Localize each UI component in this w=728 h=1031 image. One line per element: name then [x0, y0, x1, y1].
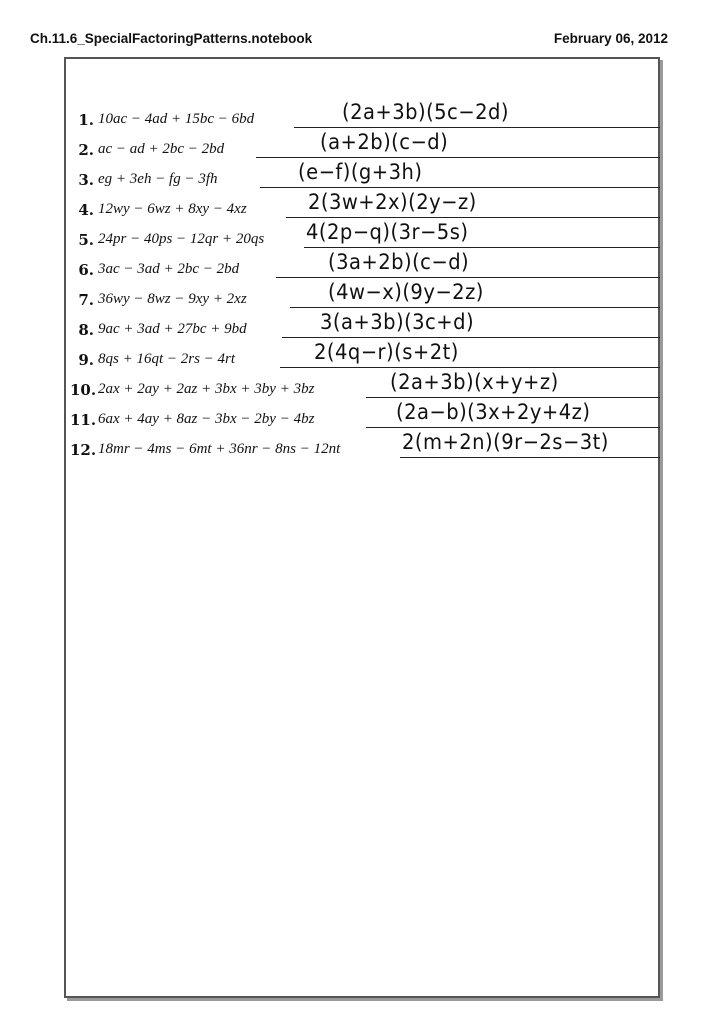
problem-expression: 9ac + 3ad + 27bc + 9bd — [98, 321, 247, 337]
answer-line — [286, 217, 660, 218]
handwritten-answer: (2a+3b)(x+y+z) — [390, 370, 559, 394]
problem-number: 4. — [78, 201, 94, 219]
answer-line — [366, 397, 660, 398]
problem-number: 6. — [78, 261, 94, 279]
problem-expression: eg + 3eh − fg − 3fh — [98, 171, 218, 187]
problem-row — [70, 280, 660, 310]
problem-expression: 36wy − 8wz − 9xy + 2xz — [98, 291, 247, 307]
answer-line — [290, 307, 660, 308]
worksheet-content — [66, 59, 662, 1000]
problem-row — [70, 100, 660, 130]
problem-expression: 2ax + 2ay + 2az + 3bx + 3by + 3bz — [98, 381, 315, 397]
problem-row — [70, 190, 660, 220]
answer-line — [260, 187, 660, 188]
handwritten-answer: 3(a+3b)(3c+d) — [320, 310, 475, 334]
scanned-worksheet — [64, 57, 660, 998]
answer-line — [400, 457, 660, 458]
problem-number: 3. — [78, 171, 94, 189]
problem-row — [70, 220, 660, 250]
problem-row — [70, 400, 660, 430]
problem-number: 2. — [78, 141, 94, 159]
problem-expression: 18mr − 4ms − 6mt + 36nr − 8ns − 12nt — [98, 441, 341, 457]
problem-number: 10. — [70, 381, 97, 399]
problem-row — [70, 160, 660, 190]
problem-row — [70, 310, 660, 340]
handwritten-answer: (4w−x)(9y−2z) — [328, 280, 484, 304]
problem-number: 8. — [78, 321, 94, 339]
problem-expression: 24pr − 40ps − 12qr + 20qs — [98, 231, 265, 247]
problem-expression: 3ac − 3ad + 2bc − 2bd — [98, 261, 240, 277]
answer-line — [282, 337, 660, 338]
handwritten-answer: (2a+3b)(5c−2d) — [342, 100, 509, 124]
problem-number: 1. — [78, 111, 94, 129]
notebook-filename: Ch.11.6_SpecialFactoringPatterns.notebook — [30, 31, 313, 46]
handwritten-answer: 4(2p−q)(3r−5s) — [306, 220, 469, 244]
problem-number: 5. — [78, 231, 94, 249]
problem-expression: 6ax + 4ay + 8az − 3bx − 2by − 4bz — [98, 411, 315, 427]
handwritten-answer: (3a+2b)(c−d) — [328, 250, 470, 274]
handwritten-answer: (a+2b)(c−d) — [320, 130, 449, 154]
problem-row — [70, 250, 660, 280]
answer-line — [256, 157, 660, 158]
answer-line — [366, 427, 660, 428]
answer-line — [280, 367, 660, 368]
handwritten-answer: (e−f)(g+3h) — [298, 160, 423, 184]
problem-expression: 10ac − 4ad + 15bc − 6bd — [98, 111, 255, 127]
handwritten-answer: 2(m+2n)(9r−2s−3t) — [402, 430, 609, 454]
problem-row — [70, 430, 660, 460]
problem-row — [70, 370, 660, 400]
handwritten-answer: (2a−b)(3x+2y+4z) — [396, 400, 591, 424]
problem-number: 11. — [70, 411, 97, 429]
problem-number: 7. — [78, 291, 94, 309]
answer-line — [304, 247, 660, 248]
problem-number: 12. — [70, 441, 97, 459]
page-date: February 06, 2012 — [553, 31, 668, 46]
handwritten-answer: 2(3w+2x)(2y−z) — [308, 190, 477, 214]
problem-number: 9. — [78, 351, 94, 369]
problem-expression: ac − ad + 2bc − 2bd — [98, 141, 225, 157]
problem-row — [70, 130, 660, 160]
problem-expression: 8qs + 16qt − 2rs − 4rt — [98, 351, 236, 367]
answer-line — [276, 277, 660, 278]
problem-row — [70, 340, 660, 370]
answer-line — [294, 127, 660, 128]
problem-expression: 12wy − 6wz + 8xy − 4xz — [98, 201, 247, 217]
handwritten-answer: 2(4q−r)(s+2t) — [314, 340, 459, 364]
